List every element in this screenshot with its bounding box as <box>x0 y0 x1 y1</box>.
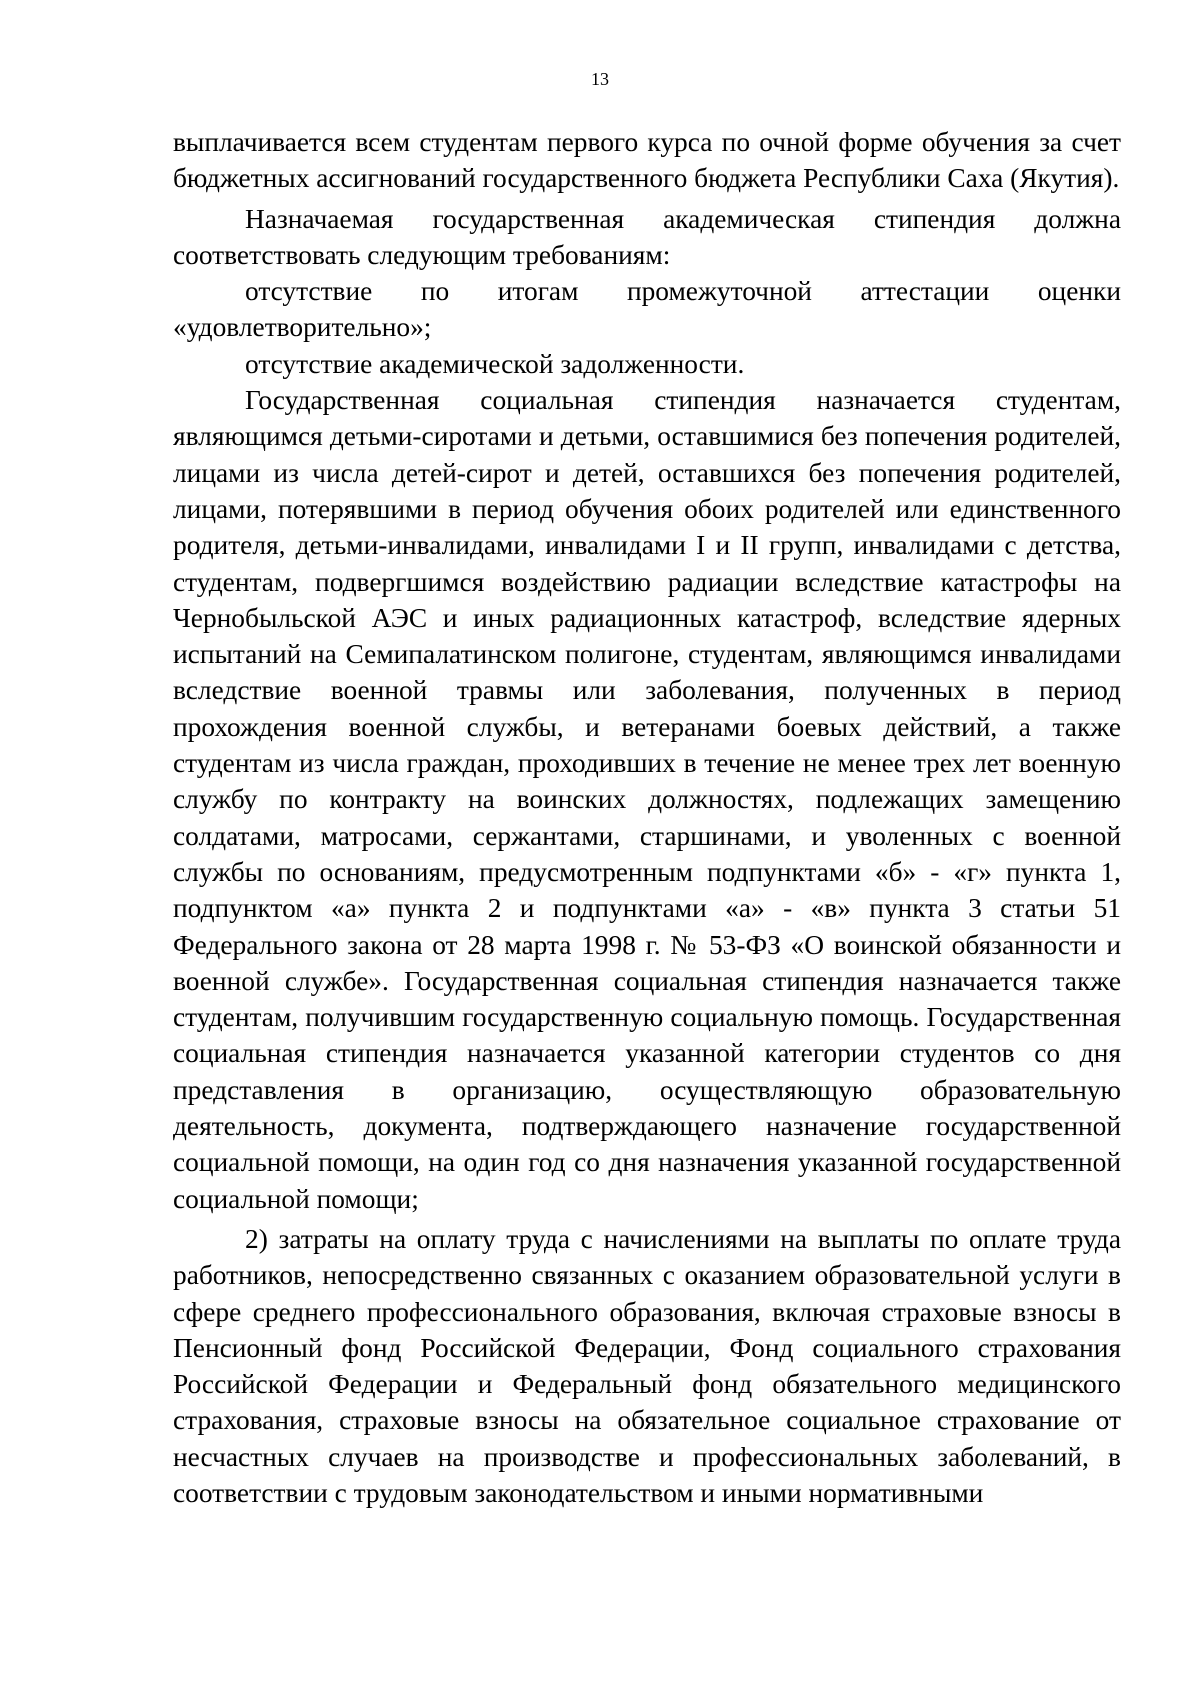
paragraph-academic-stipend-requirements: Назначаемая государственная академическая стипендия должна соответствовать следующим требованиям: <box>173 203 1121 270</box>
paragraph-no-academic-debt: отсутствие академической задолженности. <box>245 348 745 379</box>
paragraph-labor-costs: 2) затраты на оплату труда с начислениями на выплаты по оплате труда работников, непосредственно связанных с оказанием образовательной услуги в сфере среднего профессионального образования, включая страховые взносы в Пенсионный фонд Российской Федерации, Фонд социального страхования Российской Федерации и Федеральный фонд обязательного медицинского страхования, страховые взносы на обязательное социальное страхование от несчастных случаев на производстве и профессиональных заболеваний, в соответствии с трудовым законодательством и иными нормативными <box>173 1223 1121 1508</box>
page-number: 13 <box>591 69 609 89</box>
paragraph-social-stipend: Государственная социальная стипендия назначается студентам, являющимся детьми-сиротами и детьми, оставшимися без попечения родителей, лицами из числа детей-сирот и детей, оставшихся без попечения родителей, лицами, потерявшими в период обучения обоих родителей или единственного родителя, детьми-инвалидами, инвалидами I и II групп, инвалидами с детства, студентам, подвергшимся воздействию радиации вследствие катастрофы на Чернобыльской АЭС и иных радиационных катастроф, вследствие ядерных испытаний на Семипалатинском полигоне, студентам, являющимся инвалидами вследствие военной травмы или заболевания, полученных в период прохождения военной службы, и ветеранами боевых действий, а также студентам из числа граждан, проходивших в течение не менее трех лет военную службу по контракту на воинских должностях, подлежащих замещению солдатами, матросами, сержантами, старшинами, и уволенных с военной службы по основаниям, предусмотренным подпунктами «б» - «г» пункта 1, подпунктом «а» пункта 2 и подпунктами «а» - «в» пункта 3 статьи 51 Федерального закона от 28 марта 1998 г. № 53-ФЗ «О воинской обязанности и военной службе». Государственная социальная стипендия назначается также студентам, получившим государственную социальную помощь. Государственная социальная стипендия назначается указанной категории студентов со дня представления в организацию, осуществляющую образовательную деятельность, документа, подтверждающего назначение государственной социальной помощи, на один год со дня назначения указанной государственной социальной помощи; <box>173 385 1121 1214</box>
paragraph-no-satisfactory-grades: отсутствие по итогам промежуточной аттестации оценки «удовлетворительно»; <box>173 276 1121 343</box>
document-body <box>173 124 1121 1511</box>
paragraph-stipend-recipients: выплачивается всем студентам первого курса по очной форме обучения за счет бюджетных ассигнований государственного бюджета Республики Саха (Якутия). <box>173 127 1121 194</box>
